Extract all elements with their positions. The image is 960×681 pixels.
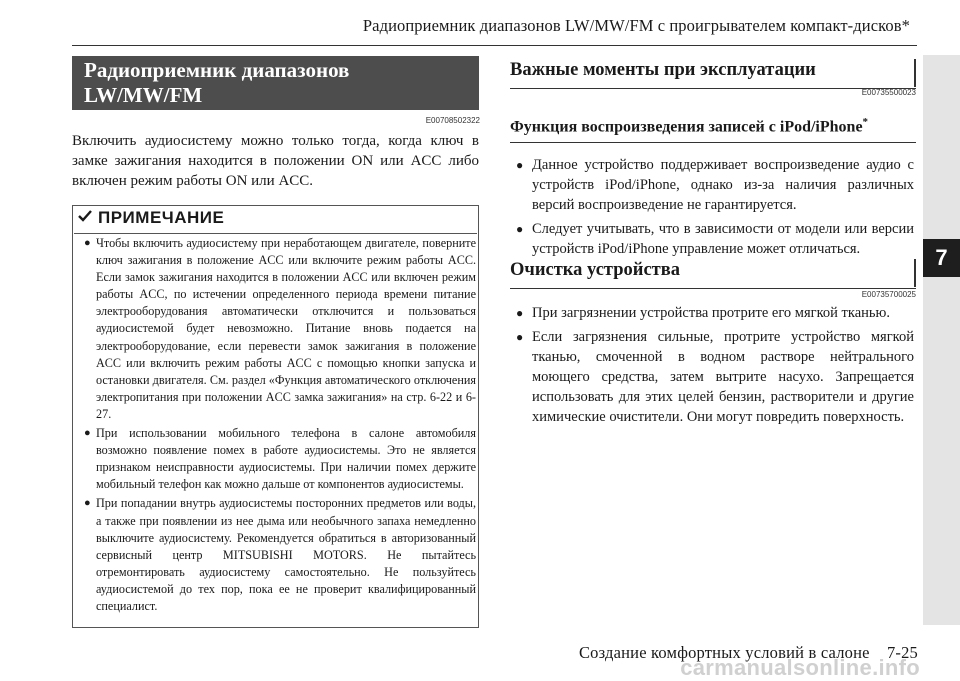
cleaning-heading-text: Очистка устройства bbox=[510, 260, 680, 280]
ipod-list bbox=[514, 155, 914, 263]
list-item bbox=[514, 303, 914, 323]
note-item bbox=[82, 235, 476, 423]
chapter-number: 7 bbox=[923, 239, 960, 277]
important-heading bbox=[510, 57, 916, 89]
bullet-icon: ● bbox=[516, 158, 524, 172]
list-item-text: Если загрязнения сильные, протрите устройство мягкой тканью, смоченной в водном растворе нейтрального моющего средства, затем вытрите насухо. Запрещается использовать для этих целей бензин, растворители и другие химические очистители. Они могут повредить поверхность. bbox=[532, 329, 914, 425]
section-title-line1: Радиоприемник диапазонов LW/MW/FM bbox=[84, 58, 350, 107]
list-item-text: Следует учитывать, что в зависимости от модели или версии устройств iPod/iPhone управление может отличаться. bbox=[532, 221, 914, 257]
header-rule bbox=[72, 45, 917, 46]
bullet-icon: ● bbox=[516, 306, 524, 320]
bullet-icon: ● bbox=[84, 497, 91, 510]
ipod-heading-text: Функция воспроизведения записей с iPod/iPhone bbox=[510, 118, 863, 136]
section-code: E00708502322 bbox=[425, 116, 480, 125]
running-header: Радиоприемник диапазонов LW/MW/FM с проигрывателем компакт-дисков* bbox=[362, 16, 910, 35]
checkmark-icon bbox=[78, 209, 92, 227]
intro-paragraph: Включить аудиосистему можно только тогда, когда ключ в замке зажигания находится в положении ON или ACC либо включен режим работы ON или ACC. bbox=[72, 133, 479, 189]
note-title: ПРИМЕЧАНИЕ bbox=[98, 208, 225, 227]
list-item bbox=[514, 155, 914, 215]
note-item bbox=[82, 495, 476, 615]
cleaning-heading bbox=[510, 257, 916, 289]
bullet-icon: ● bbox=[84, 237, 91, 249]
note-list bbox=[82, 235, 476, 617]
note-item-text: Чтобы включить аудиосистему при неработающем двигателе, поверните ключ зажигания в положение ACC или включите режим работы ACC. Если замок зажигания находится в положении ACC или включен режим работы ACC, по истечении определенного периода времени питание электрооборудования автоматически отключится и пользоваться аудиосистемой будет невозможно. Питание вновь подается на электрооборудование, если перевести замок зажигания в положение ACC или включить режим работы ACC с помощью кнопки запуска и остановки двигателя. См. раздел «Функция автоматического отключения электропитания при положении ACC замка зажигания» на стр. 6-22 и 6-27. bbox=[96, 236, 476, 421]
note-item-text: При использовании мобильного телефона в салоне автомобиля возможно появление помех в работе аудиосистемы. Это не является признаком неисправности аудиосистемы. При наличии помех держите мобильный телефон как можно дальше от компонентов аудиосистемы. bbox=[96, 426, 476, 492]
chapter-side-tab bbox=[923, 55, 960, 625]
list-item bbox=[514, 327, 914, 427]
cleaning-code: E00735700025 bbox=[861, 290, 916, 299]
heading-bar bbox=[914, 259, 916, 287]
section-title-mark: * bbox=[417, 113, 425, 128]
page-footer: Создание комфортных условий в салоне 7-25 bbox=[578, 643, 918, 662]
ipod-heading-mark: * bbox=[862, 116, 869, 128]
watermark: carmanualsonline.info bbox=[680, 655, 920, 680]
bullet-icon: ● bbox=[516, 222, 524, 236]
section-title-line2-text: с проигрывателем компакт-дисков bbox=[84, 114, 418, 138]
important-heading-text: Важные моменты при эксплуатации bbox=[510, 60, 816, 80]
list-item-text: Данное устройство поддерживает воспроизведение аудио с устройств iPod/iPhone, однако из-за наличия различных версий воспроизведение не гарантируется. bbox=[532, 157, 914, 213]
bullet-icon: ● bbox=[516, 330, 524, 344]
list-item-text: При загрязнении устройства протрите его мягкой тканью. bbox=[532, 305, 890, 321]
note-item bbox=[82, 425, 476, 493]
note-header-rule bbox=[74, 233, 477, 234]
heading-bar bbox=[914, 59, 916, 87]
cleaning-list bbox=[514, 303, 914, 431]
note-header bbox=[78, 208, 224, 228]
ipod-heading bbox=[510, 116, 868, 136]
list-item bbox=[514, 219, 914, 259]
important-code: E00735500023 bbox=[861, 88, 916, 97]
note-item-text: При попадании внутрь аудиосистемы посторонних предметов или воды, а также при появлении из нее дыма или необычного запаха немедленно выключите аудиосистему. Рекомендуется обратиться в авторизованный сервисный центр MITSUBISHI MOTORS. Не пытайтесь отремонтировать аудиосистему самостоятельно. Не пользуйтесь аудиосистемой до тех пор, пока ее не проверит квалифицированный специалист. bbox=[96, 496, 476, 613]
ipod-heading-rule bbox=[510, 142, 916, 143]
bullet-icon: ● bbox=[84, 427, 91, 440]
